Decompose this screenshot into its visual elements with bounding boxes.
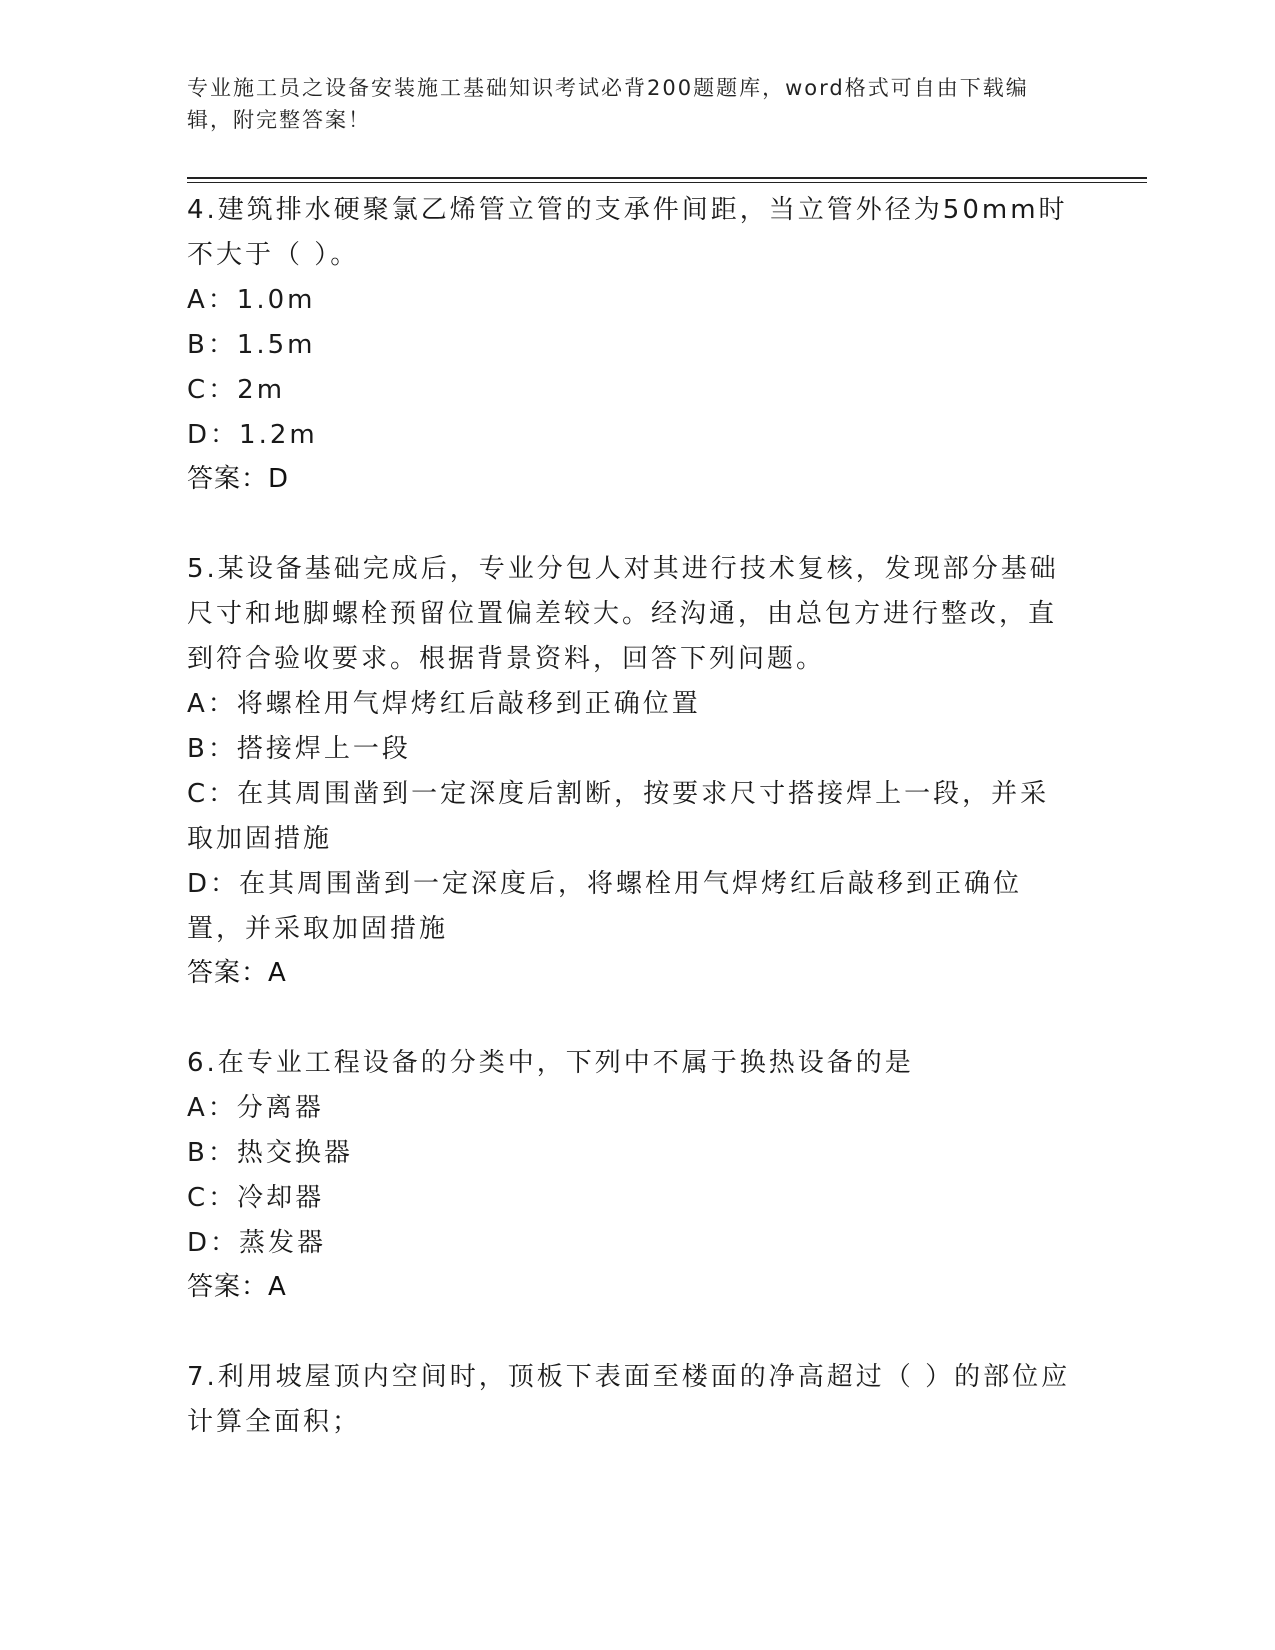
option-a: A：分离器: [187, 1093, 324, 1123]
question-item: [187, 547, 1077, 994]
option-c: C：2m: [187, 375, 286, 405]
answer-text: 答案：A: [187, 958, 287, 988]
option-b: B：热交换器: [187, 1138, 353, 1168]
question-stem: 6.在专业工程设备的分类中，下列中不属于换热设备的是: [187, 1048, 914, 1078]
option-b: B：搭接焊上一段: [187, 734, 411, 764]
option-d: D：1.2m: [187, 420, 318, 450]
question-stem: 5.某设备基础完成后，专业分包人对其进行技术复核，发现部分基础尺寸和地脚螺栓预留位置偏差较大。经沟通，由总包方进行整改，直到符合验收要求。根据背景资料，回答下列问题。: [187, 554, 1059, 674]
question-item: [187, 1355, 1077, 1445]
question-stem: 7.利用坡屋顶内空间时，顶板下表面至楼面的净高超过（ ）的部位应计算全面积；: [187, 1362, 1071, 1437]
document-title: 专业施工员之设备安装施工基础知识考试必背200题题库，word格式可自由下载编辑，附完整答案！: [187, 76, 1029, 132]
option-b: B：1.5m: [187, 330, 316, 360]
question-list: [187, 188, 1077, 1492]
answer-text: 答案：A: [187, 1272, 287, 1302]
answer-text: 答案：D: [187, 464, 290, 494]
option-c: C：冷却器: [187, 1183, 325, 1213]
option-a: A：将螺栓用气焊烤红后敲移到正确位置: [187, 689, 701, 719]
option-c: C：在其周围凿到一定深度后割断，按要求尺寸搭接焊上一段，并采取加固措施: [187, 779, 1050, 854]
question-stem: 4.建筑排水硬聚氯乙烯管立管的支承件间距，当立管外径为50mm时不大于（ ）。: [187, 195, 1068, 270]
option-a: A：1.0m: [187, 285, 316, 315]
header-divider-thin: [187, 182, 1147, 183]
question-item: [187, 188, 1077, 500]
option-d: D：蒸发器: [187, 1228, 327, 1258]
option-d: D：在其周围凿到一定深度后，将螺栓用气焊烤红后敲移到正确位置，并采取加固措施: [187, 869, 1023, 944]
question-item: [187, 1041, 1077, 1308]
header-divider: [187, 177, 1147, 179]
